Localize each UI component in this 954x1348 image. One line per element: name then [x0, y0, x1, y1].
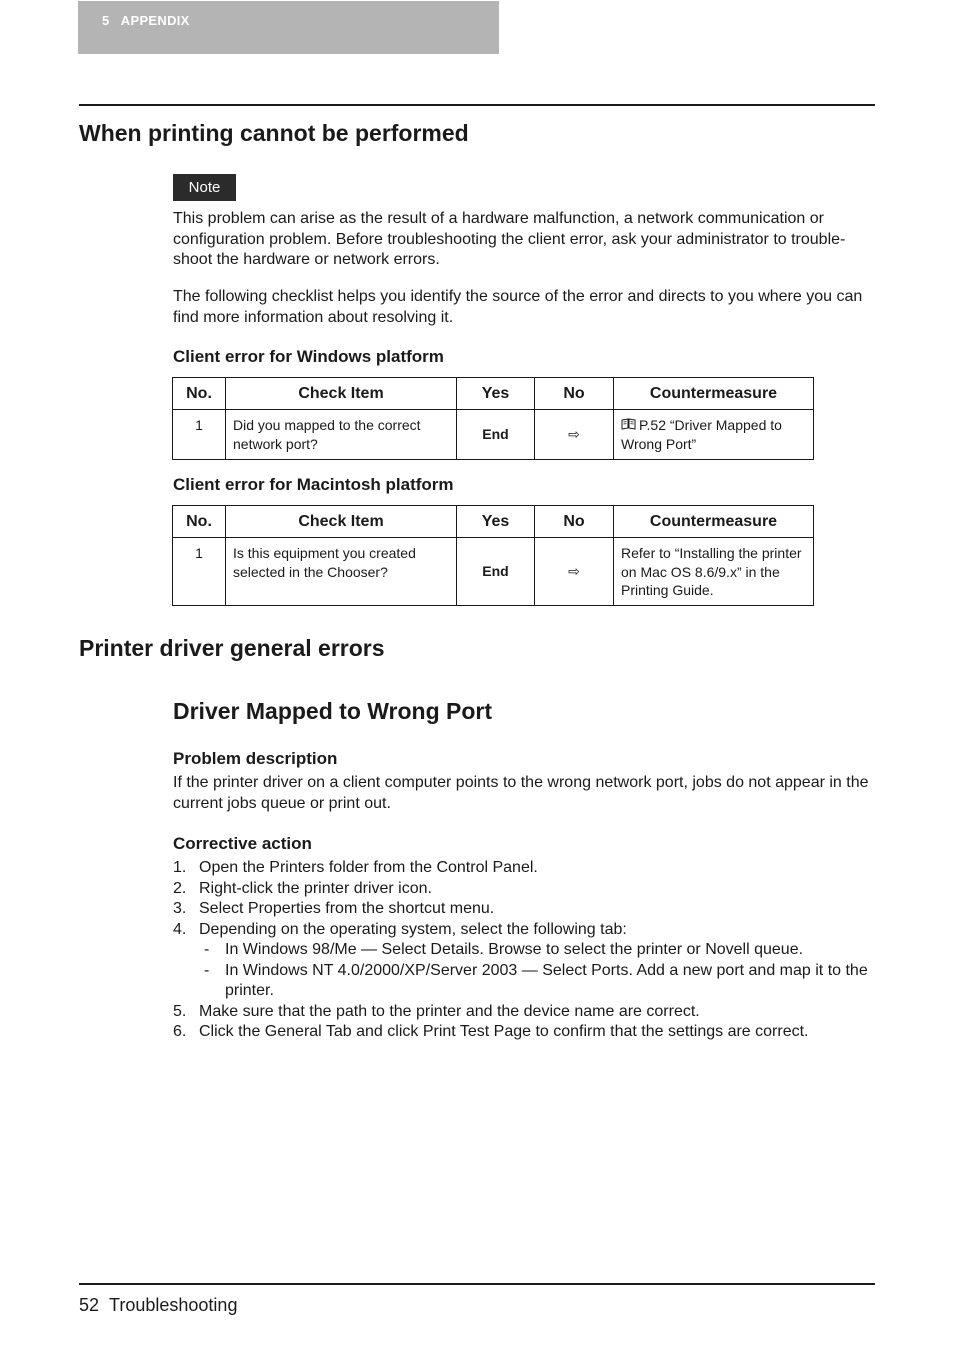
dash-bullet: - — [204, 941, 210, 958]
col-check-item: Check Item — [226, 506, 457, 538]
section-title-driver-errors: Printer driver general errors — [79, 635, 385, 661]
col-yes: Yes — [457, 378, 535, 410]
step-text: Open the Printers folder from the Control Panel. — [199, 859, 538, 876]
step-number: 5. — [173, 1002, 187, 1020]
step-number: 3. — [173, 900, 187, 917]
footer-section: Troubleshooting — [109, 1295, 238, 1315]
mac-heading: Client error for Macintosh platform — [173, 475, 454, 494]
subsection-title: Driver Mapped to Wrong Port — [173, 698, 493, 724]
row-countermeasure: Refer to “Installing the printer on Mac OS 8.6/9.x” in the Printing Guide. — [614, 538, 814, 606]
list-item — [173, 1002, 875, 1023]
step-text: Click the General Tab and click Print Test Page to confirm that the settings are correct. — [199, 1023, 809, 1040]
windows-checklist-table — [172, 377, 814, 460]
problem-text: If the printer driver on a client computer points to the wrong network port, jobs do not appear in the current jobs queue or print out. — [173, 774, 869, 812]
row-arrow-icon: ⇨ — [535, 410, 614, 460]
list-item — [173, 1022, 875, 1043]
col-no: No. — [173, 506, 226, 538]
chapter-label: 5 APPENDIX — [102, 13, 190, 28]
dash-bullet: - — [204, 961, 210, 979]
step-text: Select Properties from the shortcut menu. — [199, 900, 495, 917]
section-title-printing: When printing cannot be performed — [79, 120, 469, 146]
book-icon — [621, 416, 639, 435]
corrective-steps-list — [173, 858, 875, 1043]
substep-text: In Windows 98/Me — Select Details. Browse to select the printer or Novell queue. — [225, 941, 804, 958]
table-row — [173, 538, 814, 606]
table-header-row — [173, 378, 814, 410]
step-number: 2. — [173, 879, 187, 897]
step-number: 6. — [173, 1023, 187, 1040]
checklist-intro: The following checklist helps you identify the source of the error and directs to you where you can find more information about resolving it. — [173, 288, 863, 326]
row-check-item: Is this equipment you created selected in the Chooser? — [226, 538, 457, 606]
row-check-item: Did you mapped to the correct network port? — [226, 410, 457, 460]
footer-divider — [79, 1283, 875, 1285]
col-no: No. — [173, 378, 226, 410]
row-number: 1 — [173, 410, 226, 460]
table-header-row — [173, 506, 814, 538]
sub-list-item — [173, 961, 875, 1002]
top-divider — [79, 104, 875, 106]
note-badge: Note — [173, 174, 236, 201]
list-item — [173, 858, 875, 879]
step-number: 1. — [173, 859, 187, 876]
mac-checklist-table — [172, 505, 814, 606]
sub-list-item — [173, 940, 875, 961]
step-text: Make sure that the path to the printer and the device name are correct. — [199, 1002, 700, 1020]
row-number: 1 — [173, 538, 226, 606]
page-number: 52 — [79, 1295, 100, 1315]
col-check-item: Check Item — [226, 378, 457, 410]
col-countermeasure: Countermeasure — [614, 506, 814, 538]
page-footer — [79, 1295, 237, 1316]
chapter-tab — [78, 1, 499, 54]
col-countermeasure: Countermeasure — [614, 378, 814, 410]
list-item — [173, 899, 875, 920]
row-countermeasure — [614, 410, 814, 460]
row-yes: End — [457, 538, 535, 606]
step-text: Depending on the operating system, select the following tab: — [199, 920, 627, 938]
row-arrow-icon: ⇨ — [535, 538, 614, 606]
windows-heading: Client error for Windows platform — [173, 347, 444, 366]
col-no-answer: No — [535, 506, 614, 538]
list-item — [173, 879, 875, 900]
action-heading: Corrective action — [173, 834, 312, 853]
step-number: 4. — [173, 920, 187, 938]
countermeasure-link[interactable]: P.52 “Driver Mapped to Wrong Port” — [621, 417, 782, 452]
col-no-answer: No — [535, 378, 614, 410]
table-row — [173, 410, 814, 460]
substep-text: In Windows NT 4.0/2000/XP/Server 2003 — Select Ports. Add a new port and map it to the printer. — [225, 961, 868, 999]
col-yes: Yes — [457, 506, 535, 538]
note-text: This problem can arise as the result of a hardware malfunction, a network communication or configuration problem. Before troubleshooting the client error, ask your administrator to trouble-shoot the hardware or network errors. — [173, 210, 846, 268]
list-item — [173, 920, 875, 941]
row-yes: End — [457, 410, 535, 460]
step-text: Right-click the printer driver icon. — [199, 879, 432, 897]
problem-heading: Problem description — [173, 749, 338, 768]
